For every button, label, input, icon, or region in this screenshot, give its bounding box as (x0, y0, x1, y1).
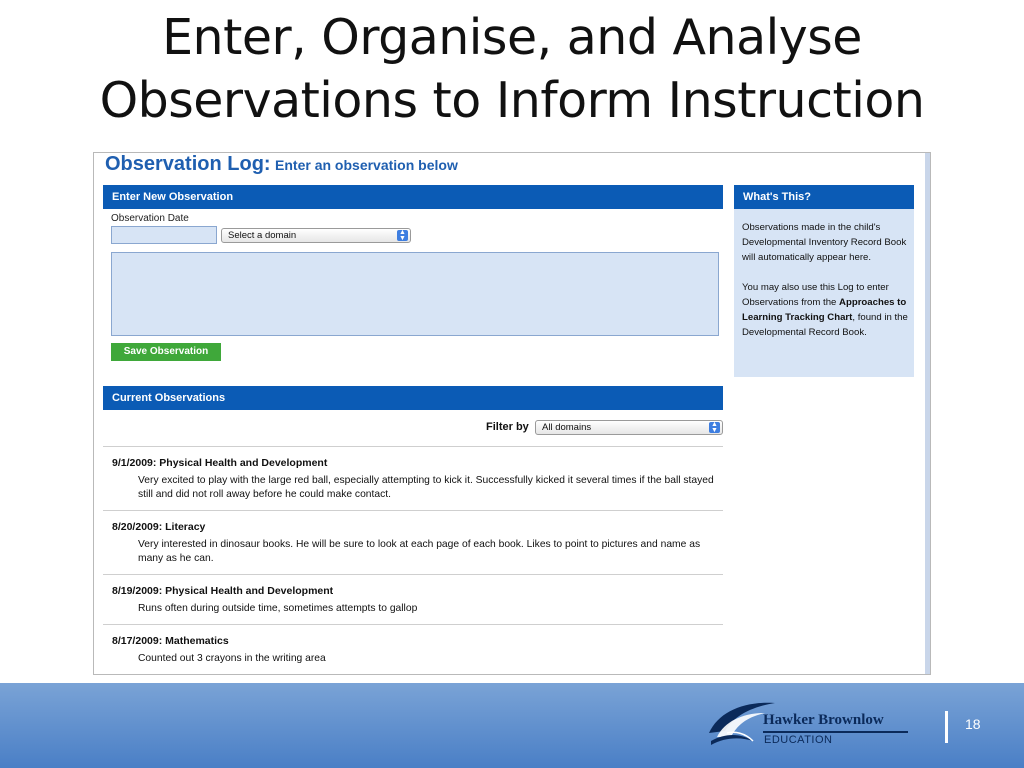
observation-heading: 9/1/2009: Physical Health and Development (112, 457, 328, 469)
observation-text: Counted out 3 crayons in the writing area (138, 653, 326, 664)
observation-entry (103, 510, 723, 574)
scrollbar-edge (925, 153, 930, 674)
observation-entry (103, 624, 723, 674)
new-observation-header: Enter New Observation (103, 185, 723, 209)
domain-select-value: Select a domain (228, 230, 297, 241)
footer-divider (945, 711, 948, 743)
observation-date-label: Observation Date (111, 213, 189, 224)
observation-entry (103, 574, 723, 624)
whats-this-paragraph-2 (742, 280, 910, 340)
whats-this-text (742, 220, 910, 340)
observation-heading: 8/19/2009: Physical Health and Development (112, 585, 334, 597)
brand-subtitle: EDUCATION (764, 734, 833, 746)
whats-this-paragraph-2-start: You may also use this Log to enter Observations from the (742, 282, 889, 308)
filter-select-value: All domains (542, 422, 592, 433)
observation-entry (103, 446, 723, 510)
observation-text: Very excited to play with the large red ball, especially attempting to kick it. Successfully kicked it several times if the ball stayed still and did not roll away before he could make contact. (138, 475, 714, 500)
filter-domain-select[interactable] (535, 420, 723, 435)
slide-title-line-2: Observations to Inform Instruction (99, 72, 925, 129)
observation-heading: 8/20/2009: Literacy (112, 521, 206, 533)
select-arrows-icon: ▲ ▼ (397, 230, 408, 241)
current-observations-header: Current Observations (103, 386, 723, 410)
tracking-chart-name: Approaches to Learning Tracking Chart (742, 297, 907, 323)
domain-select[interactable] (221, 228, 411, 243)
log-title-sub: Enter an observation below (275, 157, 458, 173)
whats-this-paragraph-2-end: , found in the Developmental Record Book. (742, 312, 908, 338)
observation-heading: 8/17/2009: Mathematics (112, 635, 229, 647)
whats-this-paragraph-1: Observations made in the child's Developmental Inventory Record Book will automatically appear here. (742, 222, 907, 263)
brand-name: Hawker Brownlow (763, 712, 884, 728)
slide-title-line-1: Enter, Organise, and Analyse (162, 9, 862, 66)
observation-textarea[interactable] (111, 252, 719, 336)
observation-text: Very interested in dinosaur books. He will be sure to look at each page of each book. Likes to point to pictures and name as many as he can. (138, 539, 701, 564)
brand-underline (763, 731, 908, 733)
slide-title (0, 6, 1024, 132)
save-observation-button[interactable]: Save Observation (111, 343, 221, 361)
log-title-main: Observation Log: (105, 153, 271, 175)
whats-this-panel (734, 185, 914, 377)
observation-date-input[interactable] (111, 226, 217, 244)
observation-text: Runs often during outside time, sometimes attempts to gallop (138, 603, 418, 614)
filter-by-label: Filter by (486, 421, 529, 433)
observation-list (103, 446, 723, 674)
whats-this-header: What's This? (734, 185, 914, 209)
page-number: 18 (965, 716, 981, 732)
select-arrows-icon: ▲ ▼ (709, 422, 720, 433)
observation-log-screenshot (93, 152, 931, 675)
observation-log-title (105, 153, 458, 176)
